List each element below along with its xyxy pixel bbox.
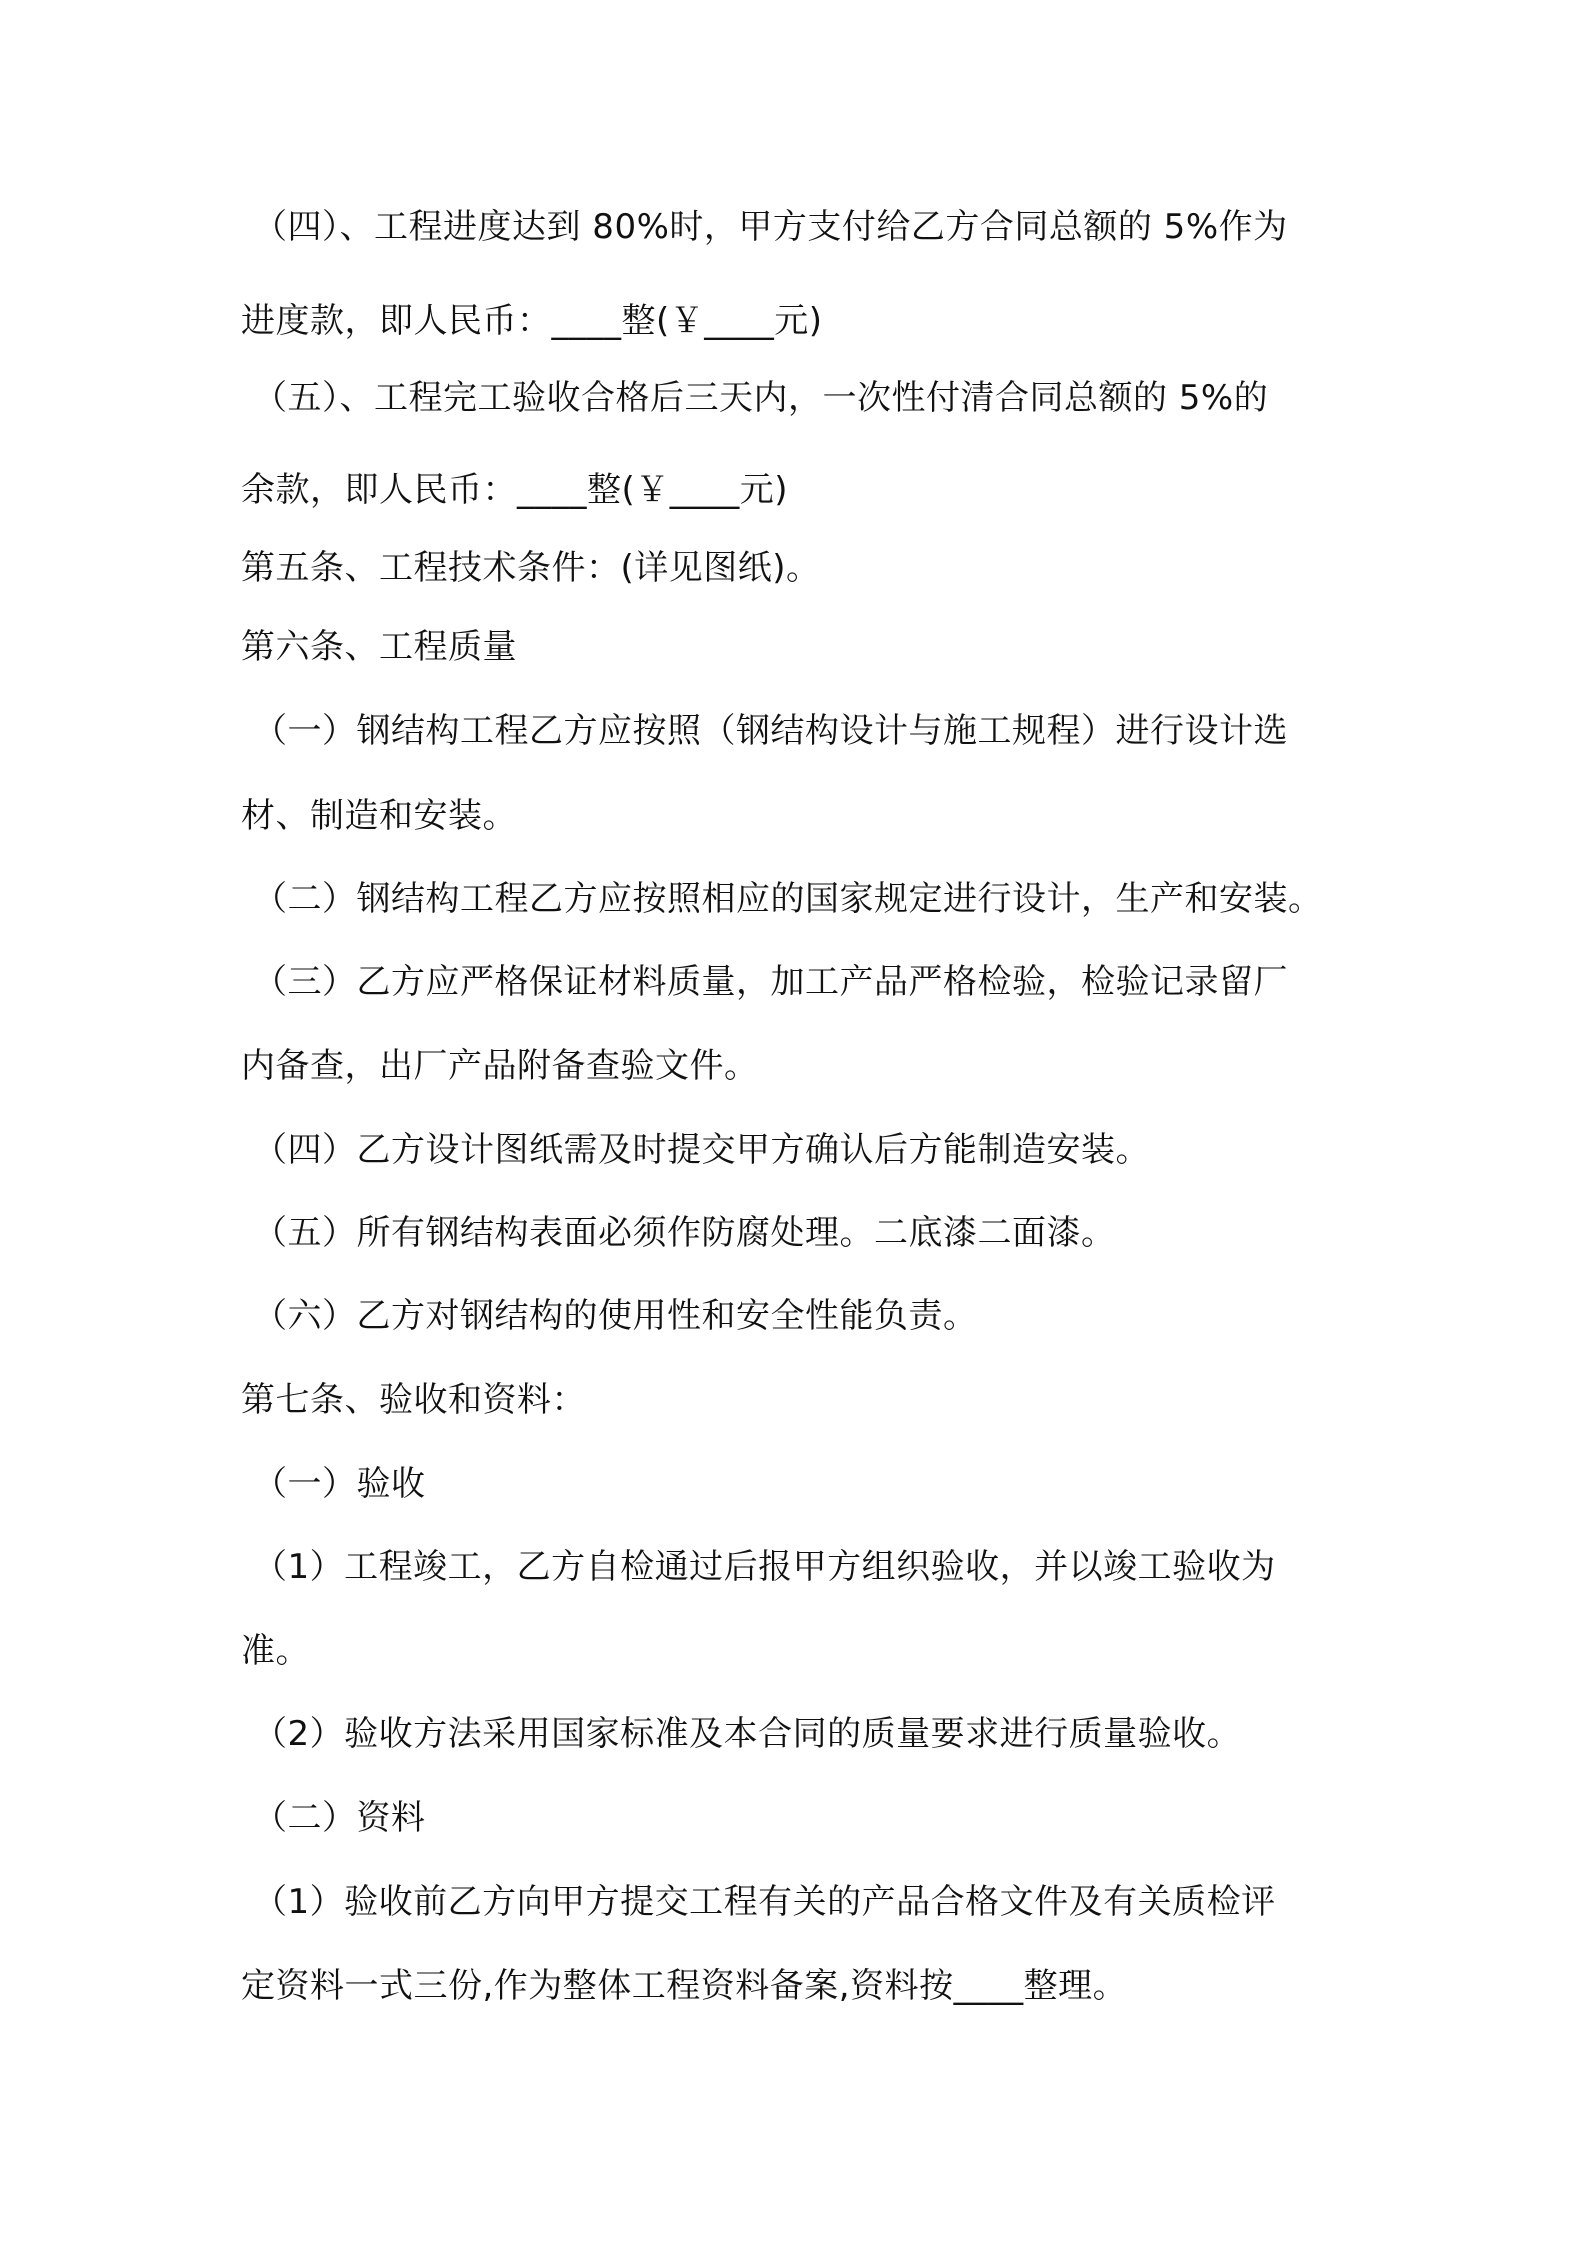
clause-line-21: （1）验收前乙方向甲方提交工程有关的产品合格文件及有关质检评 [253,1882,1276,1922]
clause-line-7: （一）钢结构工程乙方应按照（钢结构设计与施工规程）进行设计选 [253,711,1288,751]
subsection-materials: （二）资料 [253,1798,426,1838]
clause-line-13: （五）所有钢结构表面必须作防腐处理。二底漆二面漆。 [253,1213,1116,1253]
article-7-heading: 第七条、验收和资料： [241,1380,586,1420]
clause-line-3: （五）、工程完工验收合格后三天内，一次性付清合同总额的 5%的 [253,378,1269,418]
clause-line-10: （三）乙方应严格保证材料质量，加工产品严格检验，检验记录留厂 [253,962,1288,1002]
clause-line-12: （四）乙方设计图纸需及时提交甲方确认后方能制造安装。 [253,1130,1150,1170]
clause-line-11: 内备查，出厂产品附备查验文件。 [241,1046,759,1086]
clause-line-9: （二）钢结构工程乙方应按照相应的国家规定进行设计，生产和安装。 [253,879,1323,919]
article-5-heading: 第五条、工程技术条件：(详见图纸)。 [241,548,821,588]
clause-line-18: 准。 [241,1631,310,1671]
clause-line-17: （1）工程竣工，乙方自检通过后报甲方组织验收，并以竣工验收为 [253,1547,1276,1587]
clause-line-4: 余款，即人民币：____整(￥____元) [241,470,789,510]
subsection-acceptance: （一）验收 [253,1464,426,1504]
clause-line-1: （四）、工程进度达到 80%时，甲方支付给乙方合同总额的 5%作为 [253,207,1288,247]
clause-line-2: 进度款，即人民币：____整(￥____元) [241,301,823,341]
clause-line-8: 材、制造和安装。 [241,796,517,836]
clause-line-22: 定资料一式三份,作为整体工程资料备案,资料按____整理。 [241,1966,1128,2006]
clause-line-19: （2）验收方法采用国家标准及本合同的质量要求进行质量验收。 [253,1714,1242,1754]
article-6-heading: 第六条、工程质量 [241,627,517,667]
clause-line-14: （六）乙方对钢结构的使用性和安全性能负责。 [253,1296,978,1336]
